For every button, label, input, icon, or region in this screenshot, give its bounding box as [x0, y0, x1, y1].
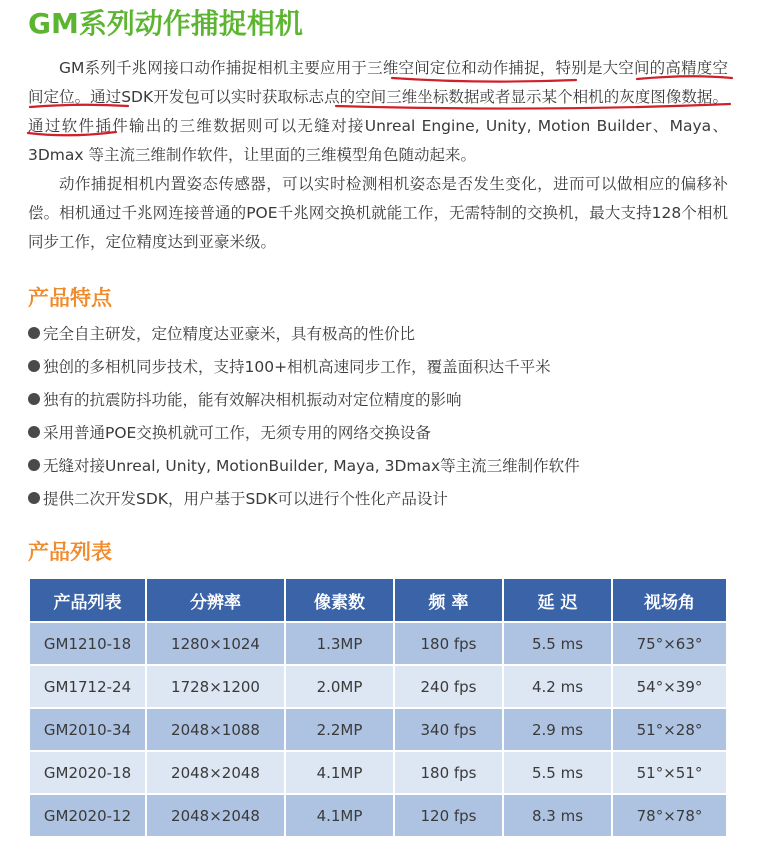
intro-text-segment: GM系列千兆网接口动作捕捉相机主要应用于	[59, 59, 368, 77]
column-header: 产品列表	[30, 579, 145, 621]
table-row	[30, 709, 726, 750]
table-cell: GM1210-18	[30, 623, 145, 664]
highlighted-phrase: 大空间的高精度空间定位	[28, 59, 728, 106]
table-cell: 51°×51°	[613, 752, 726, 793]
intro-text-segment: 。通过SDK开发包可以实时获	[74, 88, 278, 106]
table-header-row	[30, 579, 726, 621]
intro-text-segment: ，特别是	[539, 59, 603, 77]
table-cell: 2048×1088	[147, 709, 284, 750]
feature-text: 采用普通POE交换机就可工作，无须专用的网络交换设备	[43, 423, 431, 442]
highlighted-phrase: 取标志点的空间三维坐标数据或者显示某个相机的灰度图像数据	[277, 88, 713, 106]
table-cell: GM2010-34	[30, 709, 145, 750]
feature-text: 提供二次开发SDK，用户基于SDK可以进行个性化产品设计	[43, 489, 448, 508]
highlighted-phrase: 三维空间定位和动作捕捉	[367, 59, 540, 77]
table-cell: 120 fps	[395, 795, 502, 836]
table-cell: 2048×2048	[147, 752, 284, 793]
table-cell: 4.2 ms	[504, 666, 611, 707]
table-cell: 75°×63°	[613, 623, 726, 664]
table-cell: 2048×2048	[147, 795, 284, 836]
table-row	[30, 795, 726, 836]
feature-list	[28, 316, 580, 514]
list-item	[28, 316, 580, 349]
table-cell: GM2020-12	[30, 795, 145, 836]
bullet-icon	[28, 393, 40, 405]
intro-paragraph-1	[28, 54, 728, 170]
table-cell: 240 fps	[395, 666, 502, 707]
table-cell: 1280×1024	[147, 623, 284, 664]
bullet-icon	[28, 360, 40, 372]
products-heading: 产品列表	[28, 540, 112, 564]
table-cell: 5.5 ms	[504, 752, 611, 793]
table-cell: 4.1MP	[286, 795, 393, 836]
table-cell: 180 fps	[395, 623, 502, 664]
bullet-icon	[28, 492, 40, 504]
table-cell: 8.3 ms	[504, 795, 611, 836]
table-cell: 5.5 ms	[504, 623, 611, 664]
table-cell: 4.1MP	[286, 752, 393, 793]
list-item	[28, 382, 580, 415]
table-cell: 2.2MP	[286, 709, 393, 750]
features-heading: 产品特点	[28, 286, 112, 310]
intro-text-segment: 。通过软件插件输出的三维数据则可以无缝对接Unreal Engine, Unity, Motion Builder、Maya、3Dmax 等主流三维制作软件，让里面的三维模型角色随动起来。	[28, 88, 728, 164]
bullet-icon	[28, 459, 40, 471]
intro-text	[28, 54, 728, 257]
list-item	[28, 415, 580, 448]
bullet-icon	[28, 426, 40, 438]
intro-paragraph-2: 动作捕捉相机内置姿态传感器，可以实时检测相机姿态是否发生变化，进而可以做相应的偏移补偿。相机通过千兆网连接普通的POE千兆网交换机就能工作，无需特制的交换机，最大支持128个相机同步工作，定位精度达到亚豪米级。	[28, 175, 728, 251]
feature-text: 独有的抗震防抖功能，能有效解决相机振动对定位精度的影响	[43, 390, 462, 409]
table-cell: 180 fps	[395, 752, 502, 793]
list-item	[28, 349, 580, 382]
column-header: 像素数	[286, 579, 393, 621]
table-row	[30, 666, 726, 707]
table-cell: GM1712-24	[30, 666, 145, 707]
table-cell: 1728×1200	[147, 666, 284, 707]
feature-text: 完全自主研发，定位精度达亚豪米，具有极高的性价比	[43, 324, 416, 343]
product-table	[28, 577, 728, 838]
column-header: 频 率	[395, 579, 502, 621]
feature-text: 独创的多相机同步技术，支持100+相机高速同步工作，覆盖面积达千平米	[43, 357, 551, 376]
feature-text: 无缝对接Unreal, Unity, MotionBuilder, Maya, 3Dmax等主流三维制作软件	[43, 456, 580, 475]
table-row	[30, 623, 726, 664]
table-cell: 2.0MP	[286, 666, 393, 707]
table-cell: GM2020-18	[30, 752, 145, 793]
table-cell: 340 fps	[395, 709, 502, 750]
table-cell: 2.9 ms	[504, 709, 611, 750]
table-cell: 51°×28°	[613, 709, 726, 750]
column-header: 延 迟	[504, 579, 611, 621]
column-header: 分辨率	[147, 579, 284, 621]
bullet-icon	[28, 327, 40, 339]
list-item	[28, 481, 580, 514]
page-title: GM系列动作捕捉相机	[28, 7, 303, 40]
table-row	[30, 752, 726, 793]
table-cell: 54°×39°	[613, 666, 726, 707]
table-cell: 1.3MP	[286, 623, 393, 664]
column-header: 视场角	[613, 579, 726, 621]
list-item	[28, 448, 580, 481]
table-cell: 78°×78°	[613, 795, 726, 836]
